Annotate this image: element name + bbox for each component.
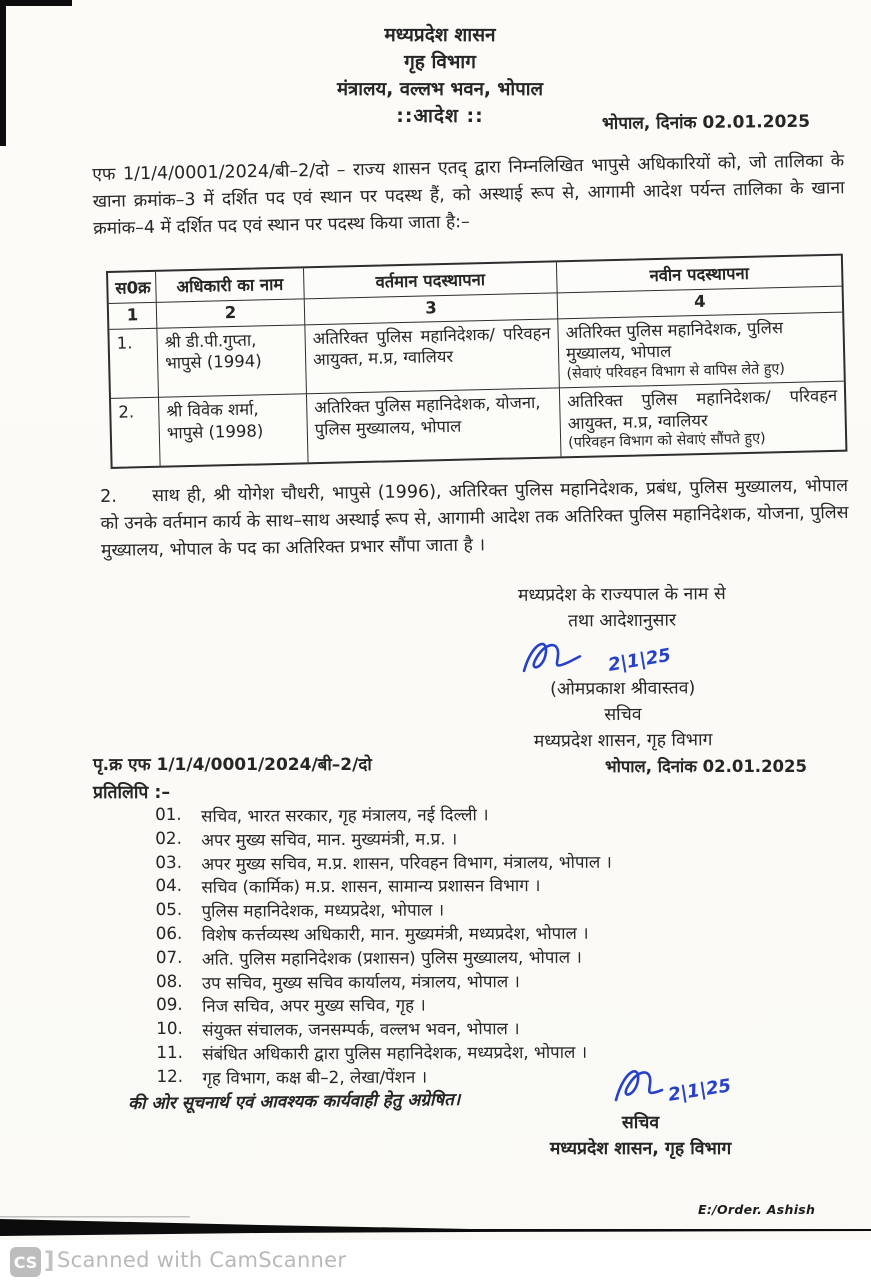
list-item-number: 08.	[155, 970, 183, 991]
table-row-2-new-note: (परिवहन विभाग को सेवाएं सौंपते हुए)	[568, 430, 766, 452]
list-item	[155, 848, 775, 875]
by-order-line-2: तथा आदेशानुसार	[567, 610, 677, 632]
list-item-number: 01.	[155, 803, 182, 824]
signature-block-2	[468, 1110, 813, 1162]
table-row-2-sno: 2.	[111, 398, 161, 468]
place-date: भोपाल, दिनांक 02.01.2025	[601, 111, 811, 134]
endorsement-place-date: भोपाल, दिनांक 02.01.2025	[605, 757, 807, 776]
signatory-designation: सचिव	[621, 1113, 660, 1133]
list-item-number: 10.	[156, 1018, 183, 1039]
office-address: मंत्रालय, वल्लभ भवन, भोपाल	[336, 79, 544, 100]
list-item	[156, 944, 776, 971]
list-item-text: अपर मुख्य सचिव, मान. मुख्यमंत्री, म.प्र. ।	[201, 828, 458, 850]
list-item-number: 03.	[155, 851, 183, 872]
signatory-designation: सचिव	[604, 704, 642, 726]
list-item-number: 06.	[155, 922, 183, 943]
list-item	[155, 872, 775, 899]
list-item-text: विशेष कर्त्तव्यस्थ अधिकारी, मान. मुख्यमंत्री, मध्यप्रदेश, भोपाल ।	[201, 922, 589, 945]
department-name: गृह विभाग	[404, 51, 476, 73]
list-item	[155, 896, 775, 923]
list-item-text: सचिव, भारत सरकार, गृह मंत्रालय, नई दिल्ली ।	[201, 804, 489, 826]
government-name: मध्यप्रदेश शासन	[384, 24, 496, 46]
table-row-1-name: श्री डी.पी.गुप्ता, भापुसे (1994)	[157, 325, 307, 398]
table-row-1-current: अतिरिक्त पुलिस महानिदेशक/ परिवहन आयुक्त, म.प्र, ग्वालियर	[305, 319, 560, 394]
table-colnum-2: 2	[157, 299, 306, 328]
order-title: ::आदेश ::	[396, 105, 484, 127]
table-row-1-sno: 1.	[109, 328, 159, 399]
signatory-department: मध्यप्रदेश शासन, गृह विभाग	[549, 1139, 732, 1159]
table-row-2-new	[560, 382, 846, 457]
table-header-name: अधिकारी का नाम	[156, 268, 305, 302]
list-item-text: संबंधित अधिकारी द्वारा पुलिस महानिदेशक, मध्यप्रदेश, भोपाल ।	[202, 1041, 588, 1064]
list-item	[155, 801, 775, 828]
camscanner-footer	[0, 1240, 871, 1280]
list-item-text: निज सचिव, अपर मुख्य सचिव, गृह ।	[202, 994, 426, 1017]
camscanner-logo-icon: CS	[10, 1247, 41, 1277]
list-item-text: उप सचिव, मुख्य सचिव कार्यालय, मंत्रालय, भोपाल ।	[201, 970, 520, 993]
paragraph-2-number: 2.	[100, 486, 118, 507]
by-order-line-1: मध्यप्रदेश के राज्यपाल के नाम से	[517, 584, 726, 606]
table-row-2-current: अतिरिक्त पुलिस महानिदेशक, योजना, पुलिस मुख्यालय, भोपाल	[307, 388, 562, 462]
list-item-number: 05.	[155, 899, 183, 920]
list-item-text: संयुक्त संचालक, जनसम्पर्क, वल्लभ भवन, भोपाल ।	[202, 1018, 520, 1040]
forward-note: की ओर सूचनार्थ एवं आवश्यक कार्यवाही हेतु अग्रेषित।	[127, 1089, 461, 1115]
list-item-text: पुलिस महानिदेशक, मध्यप्रदेश, भोपाल ।	[201, 899, 445, 921]
signature-scribble-icon	[520, 636, 590, 677]
posting-table	[106, 254, 847, 470]
signatory-name: (ओमप्रकाश श्रीवास्तव)	[550, 678, 696, 700]
table-row-1-new-text: अतिरिक्त पुलिस महानिदेशक, पुलिस मुख्यालय, भोपाल	[565, 317, 784, 364]
table-header-new-posting: नवीन पदस्थापना	[557, 256, 842, 293]
table-colnum-1: 1	[109, 303, 158, 330]
signature-date-1: 2|1|25	[606, 644, 673, 676]
signatory-department: मध्यप्रदेश शासन, गृह विभाग	[533, 730, 713, 752]
list-item-number: 04.	[155, 875, 183, 896]
scan-edge-left	[0, 0, 6, 146]
camscanner-logo-bracket-icon: ]	[44, 1248, 55, 1274]
camscanner-watermark-text: Scanned with CamScanner	[57, 1248, 347, 1272]
table-header-current-posting: वर्तमान पदस्थापना	[304, 262, 558, 299]
list-item-number: 07.	[155, 946, 183, 967]
table-header-sno: स0क्र	[108, 272, 157, 304]
list-item-text: सचिव (कार्मिक) म.प्र. शासन, सामान्य प्रशासन विभाग ।	[201, 875, 541, 898]
list-item	[156, 1015, 776, 1042]
list-item-number: 09.	[155, 994, 183, 1015]
table-colnum-4: 4	[558, 286, 843, 318]
copy-to-label: प्रतिलिपि :–	[93, 783, 171, 803]
list-item-text: गृह विभाग, कक्ष बी–2, लेखा/पेंशन ।	[202, 1066, 428, 1088]
table-row-2-new-text: अतिरिक्त पुलिस महानिदेशक/ परिवहन आयुक्त, म.प्र, ग्वालियर	[566, 385, 838, 433]
signature-date-2: 2|1|25	[666, 1075, 733, 1106]
paragraph-2-text: साथ ही, श्री योगेश चौधरी, भापुसे (1996), अतिरिक्त पुलिस महानिदेशक, प्रबंध, पुलिस मुख्यालय, भोपाल को उनके वर्तमान कार्य के साथ–साथ अस्थाई रूप से, आगामी आदेश तक अतिरिक्त पुलिस महानिदेशक, योजना, पुलिस मुख्यालय, भोपाल के पद का अतिरिक्त प्रभार सौंपा जाता है ।	[100, 475, 849, 561]
order-paragraph-2	[100, 473, 849, 565]
list-item	[156, 920, 776, 947]
signature-area-1	[520, 635, 720, 677]
table-row-2-name: श्री विवेक शर्मा, भापुसे (1998)	[159, 394, 309, 466]
list-item-text: अति. पुलिस महानिदेशक (प्रशासन) पुलिस मुख्यालय, भोपाल ।	[201, 946, 582, 969]
list-item	[155, 825, 775, 852]
list-item-number: 12.	[156, 1065, 184, 1086]
order-paragraph-1: एफ 1/1/4/0001/2024/बी–2/दो – राज्य शासन एतद् द्वारा निम्नलिखित भापुसे अधिकारियों को, जो तालिका के खाना क्रमांक–3 में दर्शित पद एवं स्थान पर पदस्थ हैं, को अस्थाई रूप से, आगामी आदेश पर्यन्त तालिका के खाना क्रमांक–4 में दर्शित पद एवं स्थान पर पदस्थ किया जाता है:–	[92, 151, 845, 239]
table-row-1-new	[558, 312, 844, 388]
list-item-number: 02.	[155, 827, 182, 848]
table-row-1-new-note: (सेवाएं परिवहन विभाग से वापिस लेते हुए)	[566, 361, 786, 383]
endorsement-number: पृ.क्र एफ 1/1/4/0001/2024/बी–2/दो	[93, 755, 372, 775]
signature-area-2	[612, 1062, 772, 1110]
signature-block-1	[449, 580, 795, 755]
endorsement-ref-line	[93, 752, 845, 775]
file-note: E:/Order. Ashish	[698, 1202, 816, 1217]
copy-to-list	[155, 801, 776, 1090]
list-item-number: 11.	[156, 1041, 184, 1062]
list-item	[156, 991, 776, 1018]
list-item-text: अपर मुख्य सचिव, म.प्र. शासन, परिवहन विभाग, मंत्रालय, भोपाल ।	[201, 851, 612, 874]
table-colnum-3: 3	[305, 293, 559, 325]
scan-shadow-wedge	[0, 1216, 871, 1242]
list-item	[156, 967, 776, 994]
scan-edge-top	[0, 0, 72, 6]
